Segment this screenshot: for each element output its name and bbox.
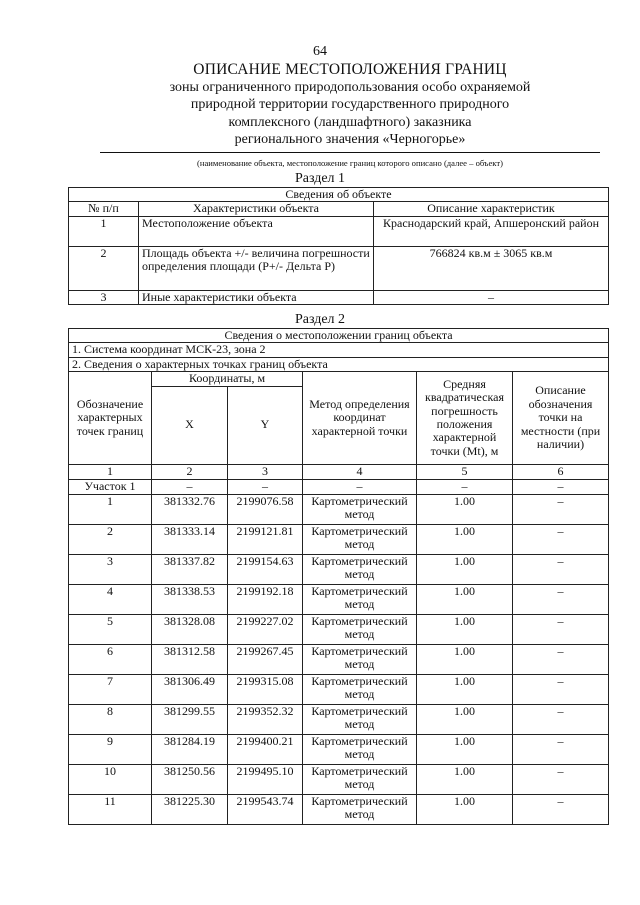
point-x: 381332.76	[152, 494, 228, 524]
point-description: –	[513, 734, 609, 764]
col-method-header: Метод определения координат характерной точки	[303, 372, 417, 464]
point-description: –	[513, 764, 609, 794]
point-x: 381337.82	[152, 554, 228, 584]
table-row	[69, 764, 609, 794]
point-description: –	[513, 644, 609, 674]
point-id: 11	[69, 794, 152, 824]
col-characteristic-header: Характеристики объекта	[139, 202, 374, 216]
point-x: 381312.58	[152, 644, 228, 674]
point-y: 2199154.63	[228, 554, 303, 584]
point-y: 2199121.81	[228, 524, 303, 554]
point-id: 6	[69, 644, 152, 674]
col-description-header: Описание обозначения точки на местности (при наличии)	[513, 372, 609, 464]
point-id: 10	[69, 764, 152, 794]
point-method: Картометрический метод	[303, 524, 417, 554]
point-error: 1.00	[417, 494, 513, 524]
title-line-2: природной территории государственного природного	[190, 97, 510, 113]
row-characteristic: Иные характеристики объекта	[139, 290, 374, 304]
object-info-table	[68, 187, 609, 305]
point-description: –	[513, 674, 609, 704]
row-number: 2	[69, 246, 139, 290]
plot-dash: –	[228, 479, 303, 494]
point-method: Картометрический метод	[303, 554, 417, 584]
section-1-title: Раздел 1	[294, 171, 346, 186]
plot-dash: –	[303, 479, 417, 494]
table-row	[69, 524, 609, 554]
point-description: –	[513, 704, 609, 734]
document-title	[100, 60, 600, 171]
point-method: Картометрический метод	[303, 644, 417, 674]
column-number: 2	[152, 464, 228, 479]
table-row	[69, 644, 609, 674]
col-coordinates-header: Координаты, м	[152, 372, 303, 386]
boundary-points-table	[68, 328, 609, 825]
row-characteristic: Местоположение объекта	[139, 216, 374, 246]
plot-dash: –	[417, 479, 513, 494]
col-description-header: Описание характеристик	[374, 202, 609, 216]
table-row	[69, 584, 609, 614]
point-error: 1.00	[417, 614, 513, 644]
point-x: 381328.08	[152, 614, 228, 644]
point-description: –	[513, 524, 609, 554]
table-row	[69, 554, 609, 584]
point-id: 3	[69, 554, 152, 584]
title-main: ОПИСАНИЕ МЕСТОПОЛОЖЕНИЯ ГРАНИЦ	[193, 61, 507, 78]
plot-dash: –	[152, 479, 228, 494]
point-method: Картометрический метод	[303, 704, 417, 734]
point-y: 2199076.58	[228, 494, 303, 524]
point-x: 381333.14	[152, 524, 228, 554]
point-error: 1.00	[417, 554, 513, 584]
col-y-header: Y	[228, 386, 303, 464]
point-y: 2199495.10	[228, 764, 303, 794]
point-x: 381338.53	[152, 584, 228, 614]
point-method: Картометрический метод	[303, 734, 417, 764]
row-number: 1	[69, 216, 139, 246]
row-description: –	[374, 290, 609, 304]
point-error: 1.00	[417, 644, 513, 674]
row-description: 766824 кв.м ± 3065 кв.м	[374, 246, 609, 290]
point-description: –	[513, 584, 609, 614]
title-line-1: зоны ограниченного природопользования особо охраняемой	[169, 80, 531, 95]
point-error: 1.00	[417, 704, 513, 734]
point-id: 4	[69, 584, 152, 614]
col-error-header: Средняя квадратическая погрешность положения характерной точки (Mt), м	[417, 372, 513, 464]
column-number: 1	[69, 464, 152, 479]
plot-dash: –	[513, 479, 609, 494]
table-row	[69, 674, 609, 704]
point-id: 2	[69, 524, 152, 554]
plot-row	[69, 479, 609, 494]
plot-label: Участок 1	[69, 479, 152, 494]
row-number: 3	[69, 290, 139, 304]
point-y: 2199352.32	[228, 704, 303, 734]
table-row	[69, 246, 609, 290]
table-row	[69, 614, 609, 644]
point-method: Картометрический метод	[303, 764, 417, 794]
point-y: 2199192.18	[228, 584, 303, 614]
title-note: (наименование объекта, местоположение границ которого описано (далее – объект)	[197, 157, 503, 168]
points-header: 2. Сведения о характерных точках границ объекта	[69, 357, 609, 371]
coordinate-system: 1. Система координат МСК-23, зона 2	[69, 343, 609, 357]
point-y: 2199400.21	[228, 734, 303, 764]
col-number-header: № п/п	[69, 202, 139, 216]
point-x: 381225.30	[152, 794, 228, 824]
point-x: 381250.56	[152, 764, 228, 794]
point-id: 8	[69, 704, 152, 734]
point-y: 2199267.45	[228, 644, 303, 674]
table-row	[69, 290, 609, 304]
point-id: 9	[69, 734, 152, 764]
section-2-title: Раздел 2	[294, 312, 346, 327]
table-row	[69, 734, 609, 764]
row-description: Краснодарский край, Апшеронский район	[374, 216, 609, 246]
point-id: 5	[69, 614, 152, 644]
column-numbers-row	[69, 464, 609, 479]
point-error: 1.00	[417, 584, 513, 614]
col-x-header: X	[152, 386, 228, 464]
point-method: Картометрический метод	[303, 794, 417, 824]
point-method: Картометрический метод	[303, 494, 417, 524]
title-line-4: регионального значения «Черногорье»	[234, 132, 466, 148]
point-description: –	[513, 554, 609, 584]
col-designation-header: Обозначение характерных точек границ	[69, 372, 152, 464]
point-error: 1.00	[417, 794, 513, 824]
title-line-3: комплексного (ландшафтного) заказника	[228, 114, 472, 130]
page-number: 64	[313, 44, 327, 59]
point-y: 2199315.08	[228, 674, 303, 704]
object-info-header: Сведения об объекте	[69, 188, 609, 202]
table-row	[69, 216, 609, 246]
point-method: Картометрический метод	[303, 584, 417, 614]
column-number: 5	[417, 464, 513, 479]
point-id: 1	[69, 494, 152, 524]
point-method: Картометрический метод	[303, 674, 417, 704]
point-x: 381306.49	[152, 674, 228, 704]
point-x: 381284.19	[152, 734, 228, 764]
point-id: 7	[69, 674, 152, 704]
point-error: 1.00	[417, 764, 513, 794]
column-number: 3	[228, 464, 303, 479]
boundary-header: Сведения о местоположении границ объекта	[69, 329, 609, 343]
point-method: Картометрический метод	[303, 614, 417, 644]
point-y: 2199227.02	[228, 614, 303, 644]
point-description: –	[513, 614, 609, 644]
column-number: 6	[513, 464, 609, 479]
point-x: 381299.55	[152, 704, 228, 734]
point-error: 1.00	[417, 734, 513, 764]
row-characteristic: Площадь объекта +/- величина погрешности определения площади (Р+/- Дельта Р)	[139, 246, 374, 290]
table-row	[69, 794, 609, 824]
point-error: 1.00	[417, 674, 513, 704]
point-description: –	[513, 794, 609, 824]
table-row	[69, 704, 609, 734]
point-error: 1.00	[417, 524, 513, 554]
column-number: 4	[303, 464, 417, 479]
point-y: 2199543.74	[228, 794, 303, 824]
table-row	[69, 494, 609, 524]
point-description: –	[513, 494, 609, 524]
